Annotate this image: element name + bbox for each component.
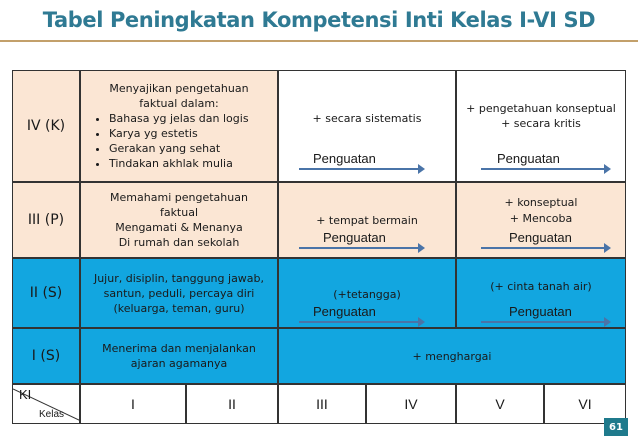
kelas-cell: IV xyxy=(366,384,456,424)
list-item: • Tindakan akhlak mulia xyxy=(109,156,249,171)
mid-cell xyxy=(456,182,626,258)
mid-cell xyxy=(278,182,456,258)
desc-cell xyxy=(80,70,278,182)
penguatan-label: Penguatan xyxy=(509,230,572,245)
mid-cell xyxy=(456,70,626,182)
mid-cell xyxy=(456,258,626,328)
desc-line: faktual xyxy=(159,206,199,219)
desc-line: Mengamati & Menanya xyxy=(115,221,243,234)
arrow-icon xyxy=(299,321,419,323)
penguatan-label: Penguatan xyxy=(497,151,560,166)
kelas-cell: II xyxy=(186,384,278,424)
desc-line: faktual dalam: xyxy=(139,97,219,110)
kelas-cell: III xyxy=(278,384,366,424)
penguatan-label: Penguatan xyxy=(323,230,386,245)
arrow-icon xyxy=(481,247,605,249)
ki-cell: III (P) xyxy=(12,182,80,258)
mid-cell xyxy=(278,70,456,182)
mid-text: + tempat bermain xyxy=(316,214,418,227)
page-number: 61 xyxy=(604,418,628,436)
desc-cell xyxy=(80,258,278,328)
penguatan-label: Penguatan xyxy=(509,304,572,319)
mid-text: (+tetangga) xyxy=(333,288,401,301)
arrow-icon xyxy=(481,168,605,170)
ki-kelas-header xyxy=(12,384,80,424)
mid-text: + menghargai xyxy=(412,350,492,363)
ki-cell: IV (K) xyxy=(12,70,80,182)
arrow-icon xyxy=(299,168,419,170)
arrow-icon xyxy=(481,321,605,323)
kelas-cell: VI xyxy=(544,384,626,424)
mid-text: + secara sistematis xyxy=(312,112,422,125)
desc-line: Menyajikan pengetahuan xyxy=(109,82,249,95)
mid-text: + secara kritis xyxy=(501,117,581,130)
desc-line: Memahami pengetahuan xyxy=(110,191,248,204)
bullet-list xyxy=(93,111,249,171)
mid-text: + pengetahuan konseptual xyxy=(466,102,616,115)
list-item: • Gerakan yang sehat xyxy=(109,141,249,156)
arrow-icon xyxy=(299,247,419,249)
mid-text: (+ cinta tanah air) xyxy=(490,280,592,293)
list-item: • Karya yg estetis xyxy=(109,126,249,141)
kelas-header-label: Kelas xyxy=(39,409,65,420)
list-item: • Bahasa yg jelas dan logis xyxy=(109,111,249,126)
mid-cell xyxy=(278,328,626,384)
desc-line: Jujur, disiplin, tanggung jawab, xyxy=(93,271,265,285)
desc-line: Menerima dan menjalankan xyxy=(102,342,256,355)
desc-line: Di rumah dan sekolah xyxy=(118,236,240,249)
kelas-cell: V xyxy=(456,384,544,424)
page-title: Tabel Peningkatan Kompetensi Inti Kelas I-VI SD xyxy=(42,8,596,32)
desc-cell xyxy=(80,182,278,258)
ki-header-label: KI xyxy=(19,387,32,402)
title-divider xyxy=(0,40,638,42)
ki-cell: I (S) xyxy=(12,328,80,384)
desc-line: santun, peduli, percaya diri xyxy=(103,286,255,300)
ki-cell: II (S) xyxy=(12,258,80,328)
penguatan-label: Penguatan xyxy=(313,151,376,166)
mid-text: + Mencoba xyxy=(509,212,573,225)
mid-text: + konseptual xyxy=(504,196,578,209)
kelas-cell: I xyxy=(80,384,186,424)
desc-cell xyxy=(80,328,278,384)
penguatan-label: Penguatan xyxy=(313,304,376,319)
desc-line: (keluarga, teman, guru) xyxy=(113,301,245,315)
mid-cell xyxy=(278,258,456,328)
desc-line: ajaran agamanya xyxy=(130,357,228,370)
